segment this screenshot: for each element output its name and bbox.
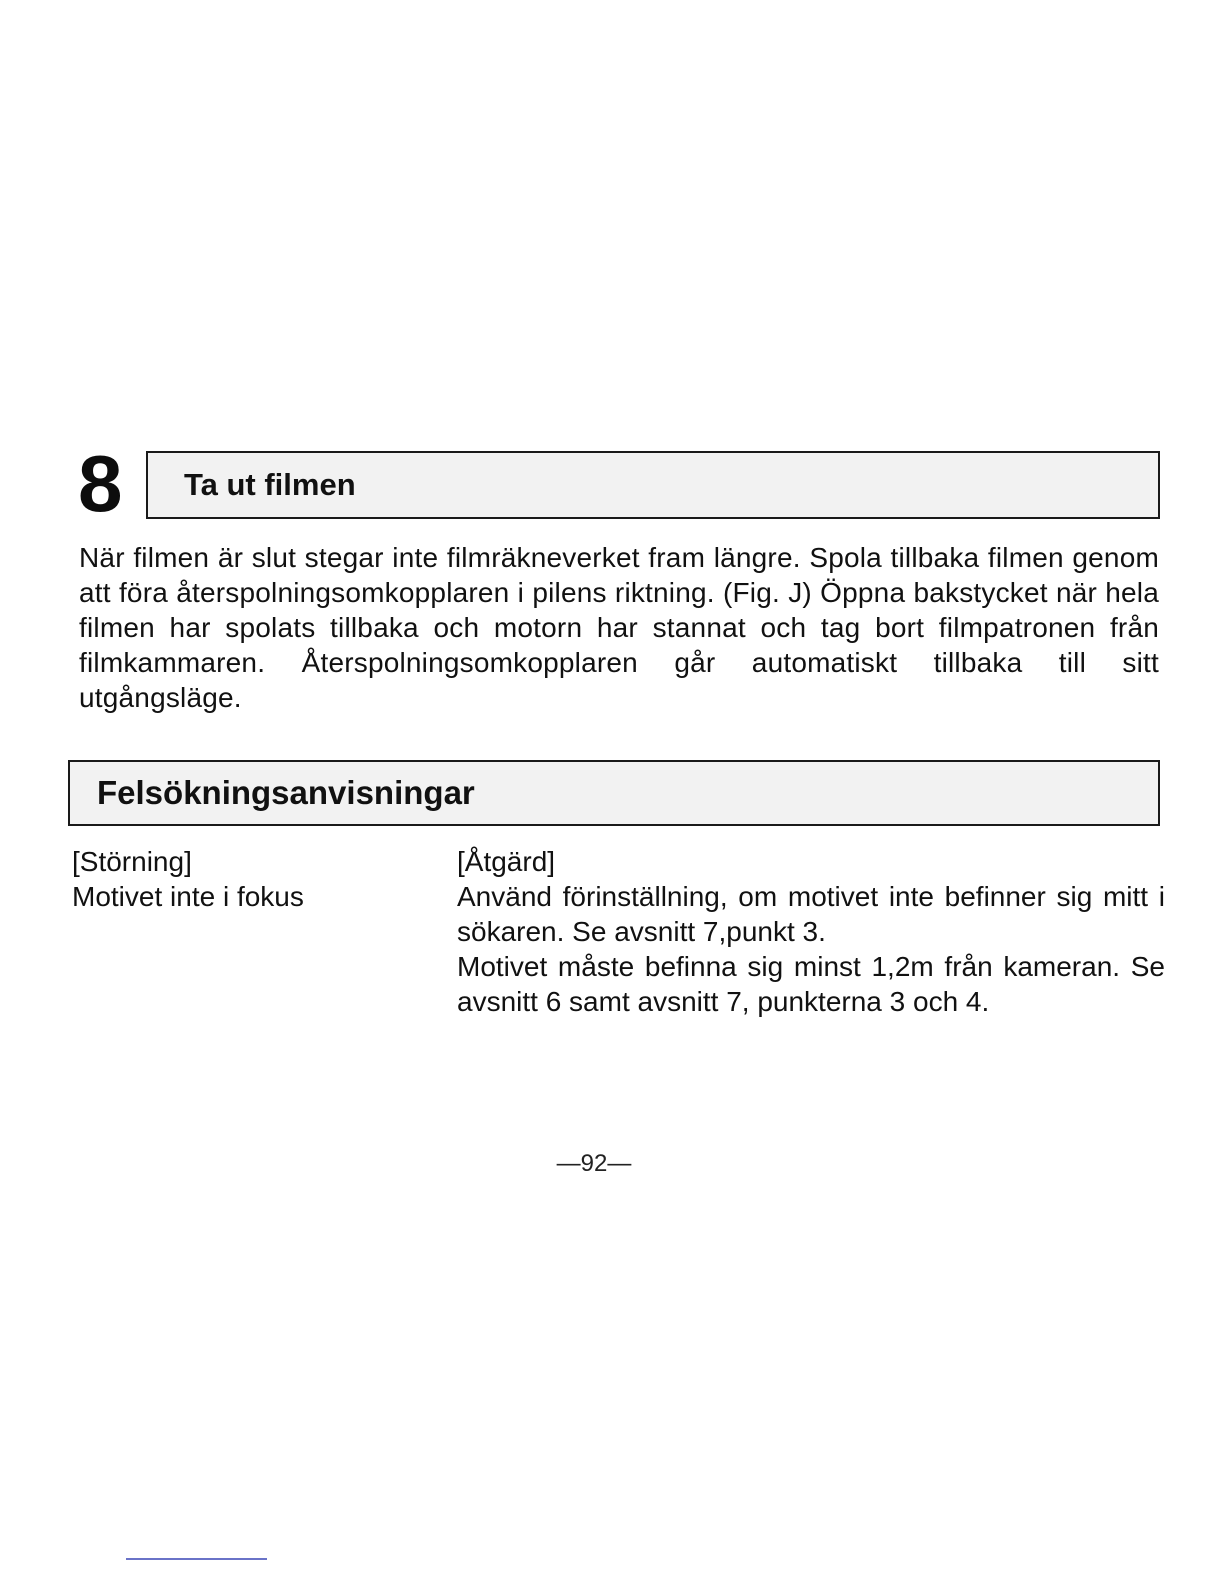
section-number: 8 bbox=[78, 439, 123, 528]
section-8-body: När filmen är slut stegar inte filmräkneverket fram längre. Spola tillbaka filmen genom att föra återspolningsomkopplaren i pilens riktning. (Fig. J) Öppna bakstycket när hela filmen har spolats tillbaka och motorn har stannat och tag bort filmpatronen från filmkammaren. Återspolningsomkopplaren går automatiskt tillbaka till sitt utgångsläge. bbox=[79, 542, 1159, 713]
action-column bbox=[457, 844, 1165, 1019]
section-8-header bbox=[146, 451, 1160, 519]
action-column-header: [Åtgärd] bbox=[457, 846, 556, 877]
action-text-1: Använd förinställning, om motivet inte befinner sig mitt i sökaren. Se avsnitt 7,punkt 3. bbox=[457, 881, 1165, 947]
problem-column bbox=[72, 844, 412, 914]
page-number: —92— bbox=[556, 1150, 632, 1177]
footnote-rule bbox=[126, 1558, 267, 1560]
section-8-title: Ta ut filmen bbox=[184, 467, 356, 502]
troubleshooting-header bbox=[68, 760, 1160, 826]
action-text-2: Motivet måste befinna sig minst 1,2m från kameran. Se avsnitt 6 samt avsnitt 7, punkterna 3 och 4. bbox=[457, 951, 1165, 1017]
problem-column-header: [Störning] bbox=[72, 846, 192, 877]
troubleshooting-title: Felsökningsanvisningar bbox=[97, 774, 475, 811]
problem-text: Motivet inte i fokus bbox=[72, 881, 304, 912]
